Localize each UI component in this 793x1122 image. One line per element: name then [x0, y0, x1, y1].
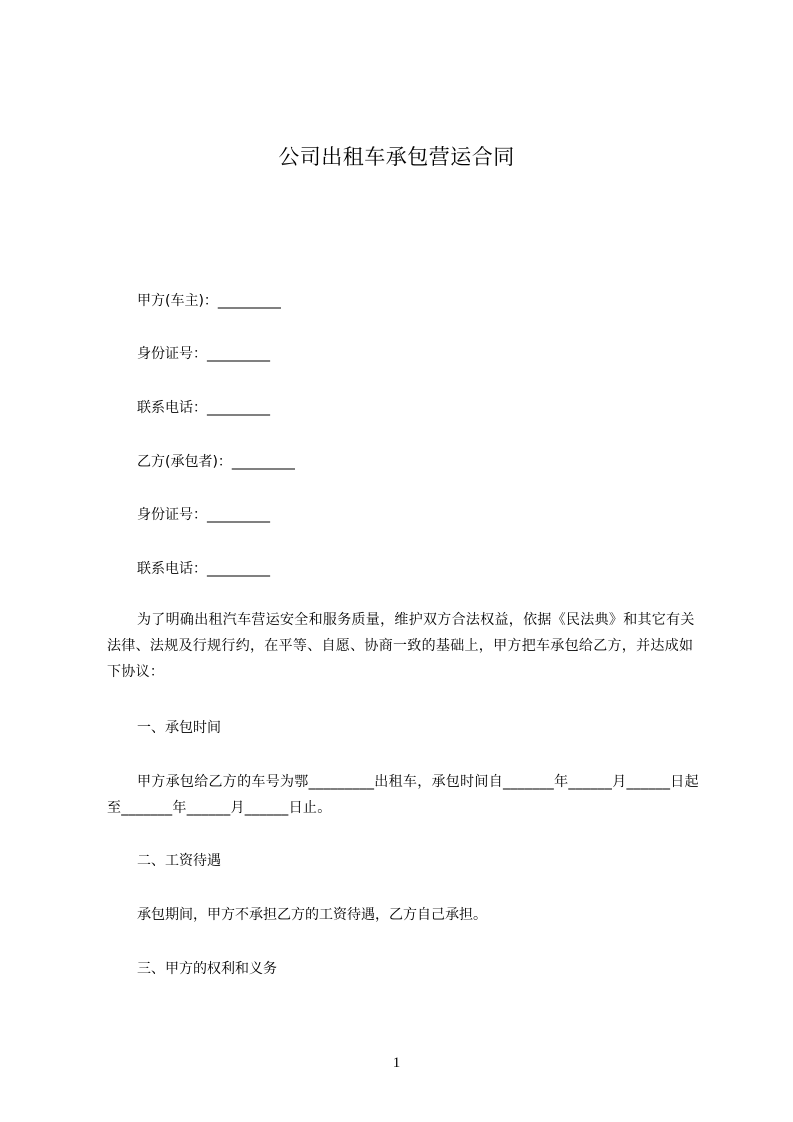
page-number: 1 [392, 1055, 401, 1071]
party-b-contractor-line: 乙方(承包者)：_________ [137, 454, 295, 470]
section2-body: 承包期间，甲方不承担乙方的工资待遇，乙方自己承担。 [137, 907, 487, 923]
section1-body-text: 甲方承包给乙方的车号为鄂_________出租车，承包时间自_______年______月______日起至_______年______月______日止。 [107, 774, 699, 816]
section1-heading: 一、承包时间 [137, 720, 221, 736]
section1-body [107, 769, 707, 821]
section2-heading: 二、工资待遇 [137, 853, 221, 869]
intro-paragraph [107, 607, 707, 685]
section3-heading: 三、甲方的权利和义务 [137, 961, 277, 977]
party-a-id-line: 身份证号：_________ [137, 346, 270, 362]
party-b-id-line: 身份证号：_________ [137, 507, 270, 523]
document-title: 公司出租车承包营运合同 [278, 145, 515, 169]
party-b-phone-line: 联系电话：_________ [137, 561, 270, 577]
intro-text: 为了明确出租汽车营运安全和服务质量，维护双方合法权益，依据《民法典》和其它有关法律、法规及行规行约，在平等、自愿、协商一致的基础上，甲方把车承包给乙方，并达成如下协议： [107, 612, 695, 680]
party-a-owner-line: 甲方(车主)：_________ [137, 293, 281, 309]
party-a-phone-line: 联系电话：_________ [137, 400, 270, 416]
